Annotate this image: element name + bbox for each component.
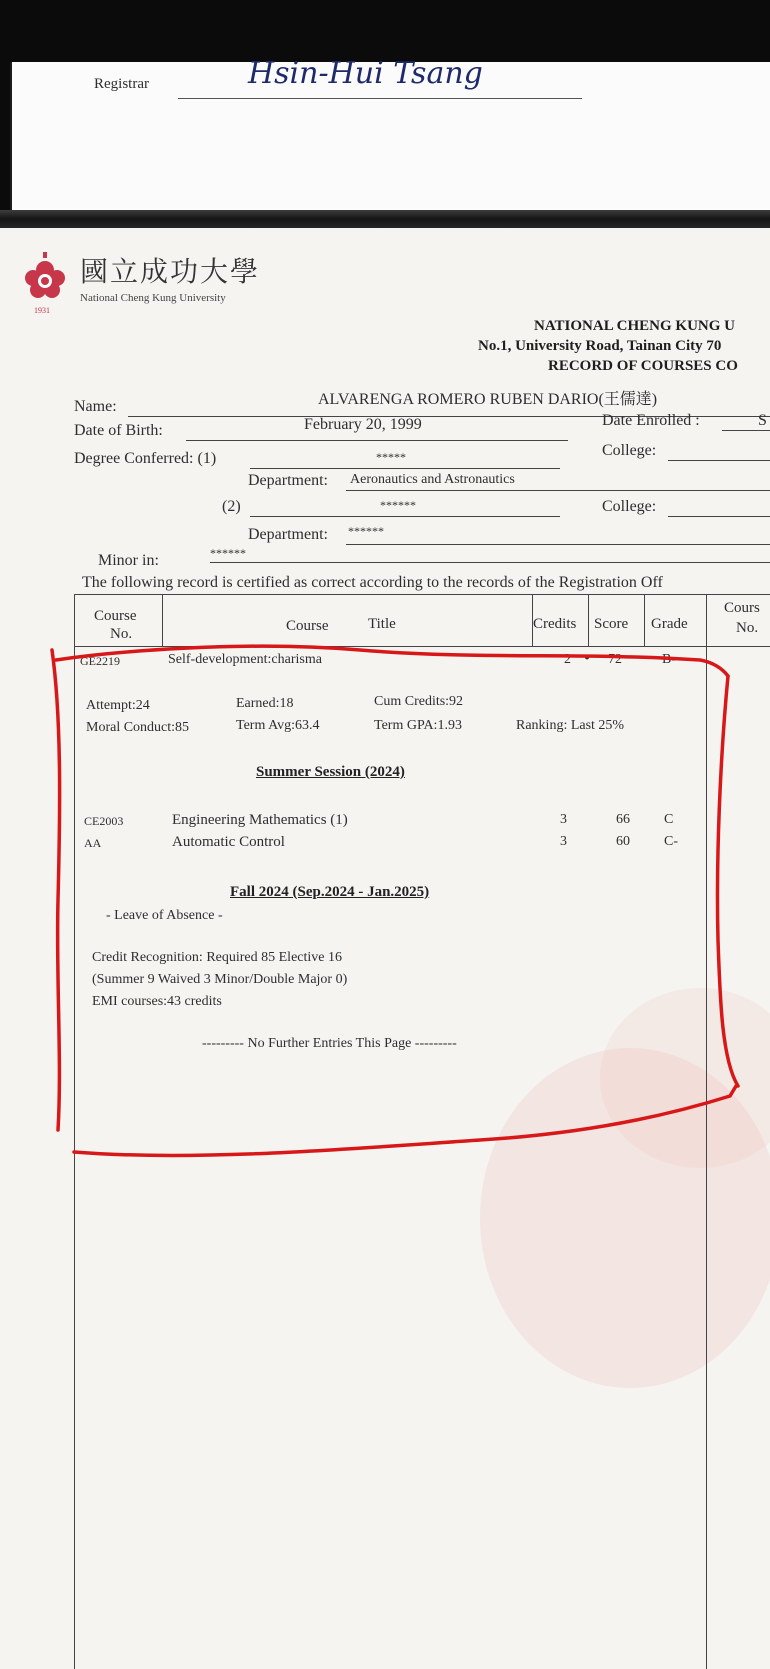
- ranking: Ranking: Last 25%: [516, 718, 625, 733]
- course-code: GE2219: [80, 654, 120, 668]
- seal-year: 1931: [34, 306, 50, 315]
- term-average: Term Avg:63.4: [236, 718, 320, 733]
- col-course-no-1: Course: [94, 608, 137, 624]
- dept2-label: Department:: [248, 526, 328, 543]
- course-code: CE2003: [84, 814, 124, 828]
- col-course: Course: [286, 618, 329, 634]
- date-enrolled: S: [758, 412, 767, 429]
- no-further-entries: --------- No Further Entries This Page ---------: [202, 1036, 457, 1051]
- university-name-cn: 國立成功大學: [80, 255, 261, 288]
- emi-credits: EMI courses:43 credits: [92, 994, 222, 1009]
- header-record-title: RECORD OF COURSES CO: [548, 358, 738, 374]
- summer-session-heading: Summer Session (2024): [256, 764, 405, 780]
- course-grade: C: [664, 812, 674, 827]
- course-code: AA: [84, 836, 102, 850]
- col2-course-2: No.: [736, 620, 759, 636]
- col2-course-1: Cours: [724, 600, 760, 616]
- moral-conduct: Moral Conduct:85: [86, 720, 190, 735]
- course-score: 66: [616, 812, 630, 827]
- course-credits: 3: [560, 812, 567, 827]
- department-1: Aeronautics and Astronautics: [350, 472, 515, 487]
- course-title: Self-development:charisma: [168, 652, 322, 667]
- dept1-label: Department:: [248, 472, 328, 489]
- course-title: Engineering Mathematics (1): [172, 812, 348, 828]
- minor-value: ******: [210, 546, 246, 560]
- degree2-label: (2): [222, 498, 241, 515]
- credit-breakdown: (Summer 9 Waived 3 Minor/Double Major 0): [92, 972, 348, 987]
- credit-recognition: Credit Recognition: Required 85 Elective 16: [92, 950, 342, 965]
- enrolled-label: Date Enrolled :: [602, 412, 700, 429]
- course-title: Automatic Control: [172, 834, 285, 850]
- registrar-label: Registrar: [94, 76, 149, 92]
- course-grade: C-: [664, 834, 678, 849]
- department-2: ******: [348, 524, 384, 538]
- header-address: No.1, University Road, Tainan City 70: [478, 338, 722, 354]
- col-score: Score: [594, 616, 629, 632]
- course-credits: 2: [564, 652, 571, 667]
- col-credits: Credits: [533, 616, 577, 632]
- earned-credits: Earned:18: [236, 696, 294, 711]
- col-course-no-2: No.: [110, 626, 133, 642]
- college-label: College:: [602, 442, 657, 459]
- attempt-credits: Attempt:24: [86, 698, 150, 713]
- header-university: NATIONAL CHENG KUNG U: [534, 318, 735, 334]
- college2-label: College:: [602, 498, 657, 515]
- course-score: 60: [616, 834, 630, 849]
- registrar-signature: Hsin-Hui Tsang: [248, 56, 483, 91]
- dot-icon: ●: [584, 652, 591, 663]
- certification-statement: The following record is certified as correct according to the records of the Registration Off: [82, 574, 663, 591]
- degree1-value: *****: [376, 450, 406, 464]
- student-name: ALVARENGA ROMERO RUBEN DARIO(王儒達): [318, 391, 658, 408]
- course-score: 72: [608, 652, 622, 667]
- degree2-value: ******: [380, 498, 416, 512]
- university-name-en: National Cheng Kung University: [80, 292, 226, 304]
- date-of-birth: February 20, 1999: [304, 416, 422, 433]
- minor-label: Minor in:: [98, 552, 159, 569]
- col-title: Title: [368, 616, 396, 632]
- course-credits: 3: [560, 834, 567, 849]
- fall-term-heading: Fall 2024 (Sep.2024 - Jan.2025): [230, 884, 430, 900]
- term-gpa: Term GPA:1.93: [374, 718, 462, 733]
- leave-of-absence: - Leave of Absence -: [106, 908, 223, 923]
- name-label: Name:: [74, 398, 117, 415]
- course-grade: B-: [662, 652, 676, 667]
- col-grade: Grade: [651, 616, 688, 632]
- dob-label: Date of Birth:: [74, 422, 163, 439]
- cum-credits: Cum Credits:92: [374, 694, 464, 709]
- degree-label: Degree Conferred: (1): [74, 450, 217, 467]
